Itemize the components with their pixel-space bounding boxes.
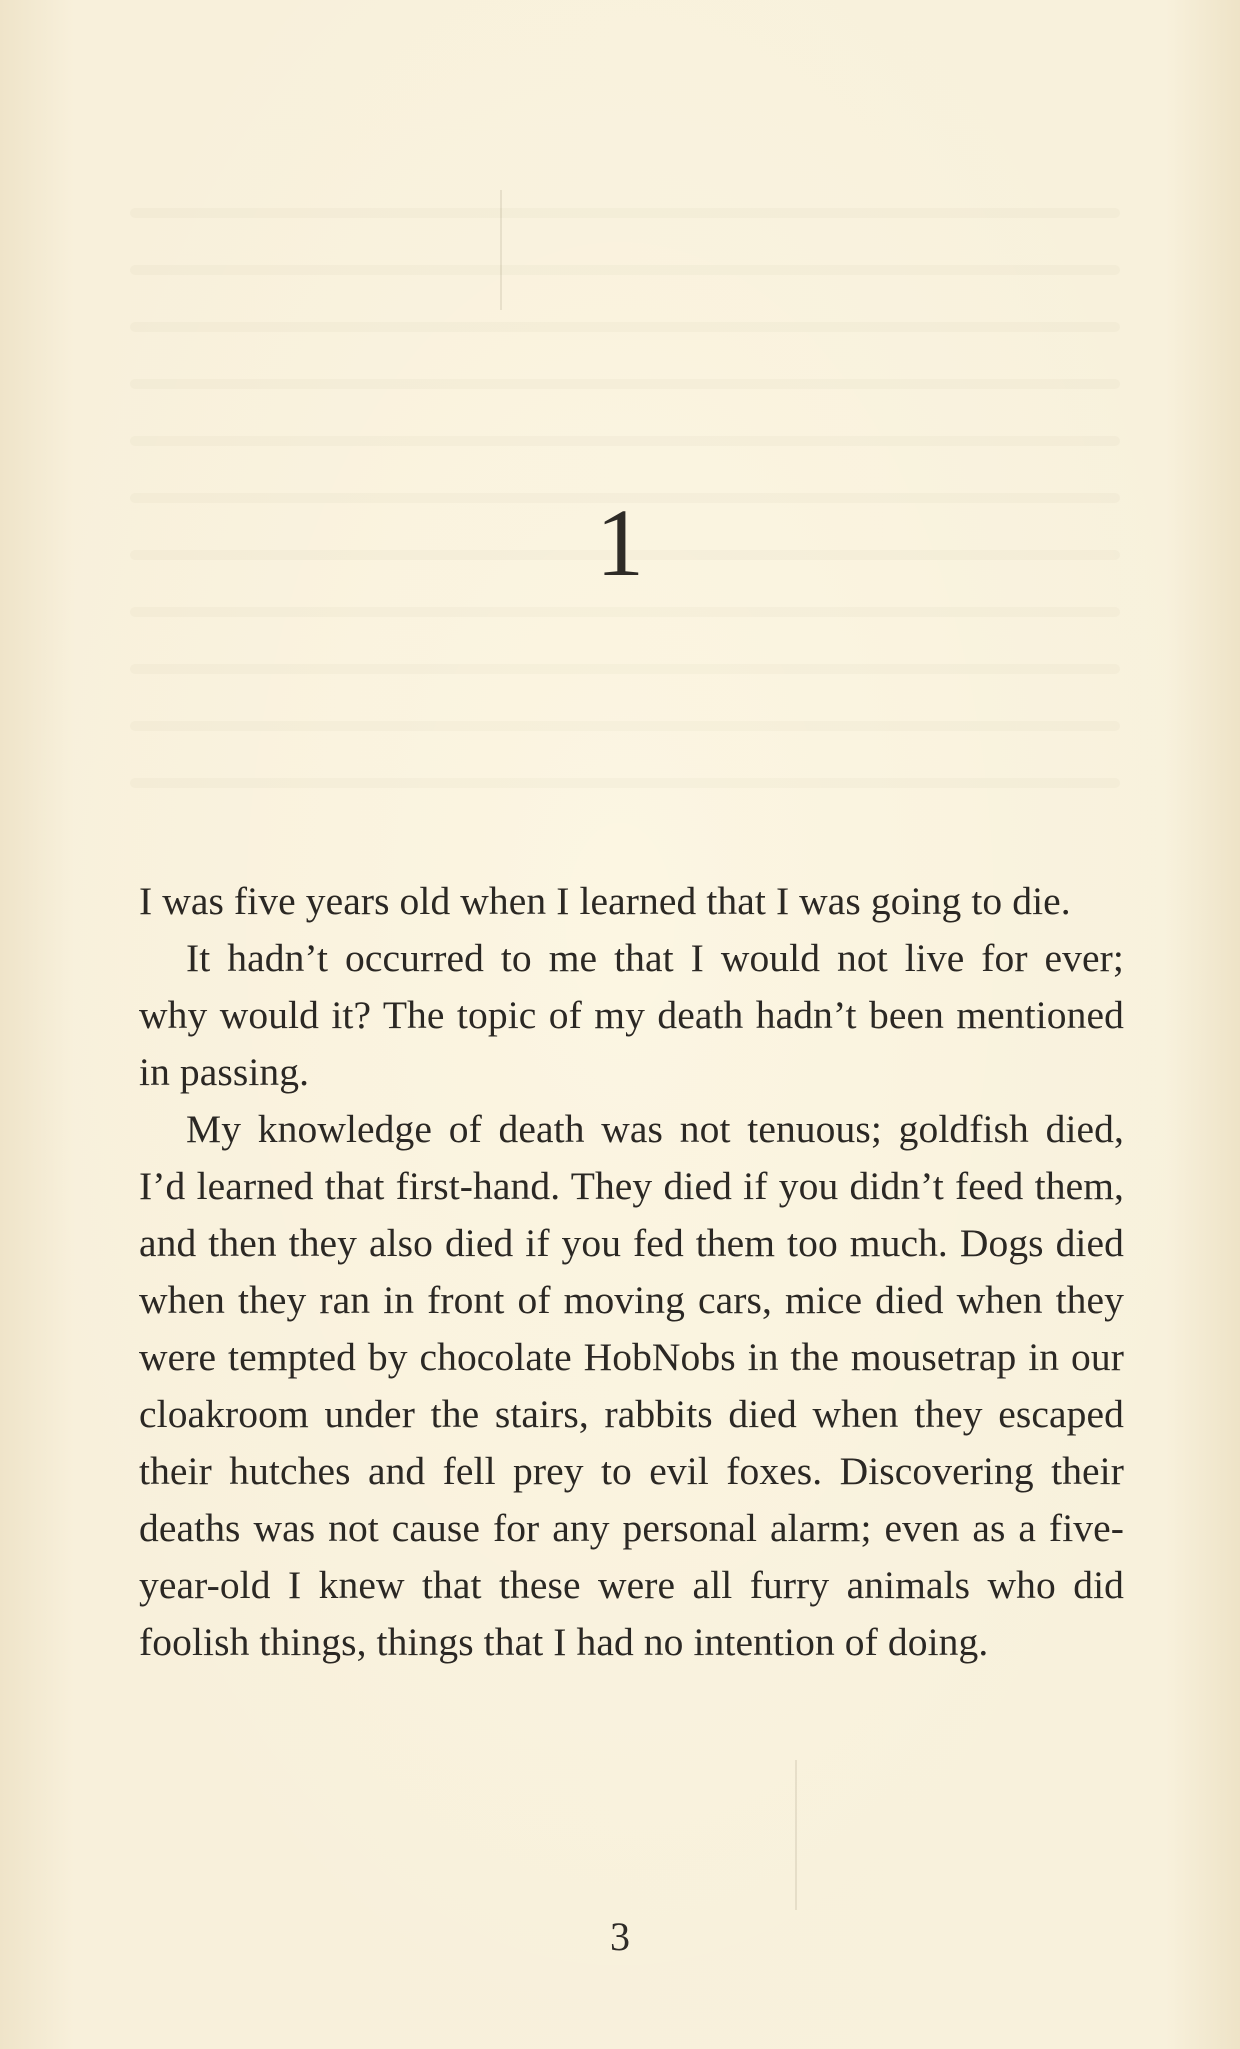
page-number: 3 bbox=[610, 1914, 630, 1959]
chapter-number: 1 bbox=[596, 489, 644, 596]
show-through-line bbox=[130, 265, 1120, 275]
show-through-line bbox=[130, 436, 1120, 446]
paper-crease bbox=[500, 190, 502, 310]
show-through-line bbox=[130, 721, 1120, 731]
paragraph: My knowledge of death was not tenuous; goldfish died, I’d learned that first-hand. They died if you didn’t feed them, and then they also died if you fed them too much. Dogs died when they ran in front of moving cars, mice died when they were tempted by chocolate HobNobs in the mousetrap in our cloakroom under the stairs, rabbits died when they escaped their hutches and fell prey to evil foxes. Discovering their deaths was not cause for any personal alarm; even as a five-year-old I knew that these were all furry animals who did foolish things, things that I had no intention of doing. bbox=[139, 1107, 1124, 1664]
show-through-line bbox=[130, 322, 1120, 332]
show-through-line bbox=[130, 379, 1120, 389]
show-through-line bbox=[130, 664, 1120, 674]
paper-crease bbox=[795, 1760, 797, 1910]
show-through-line bbox=[130, 208, 1120, 218]
paragraph: I was five years old when I learned that I was going to die. bbox=[139, 879, 1071, 923]
show-through-line bbox=[130, 607, 1120, 617]
chapter-body bbox=[139, 873, 1124, 1671]
paragraph: It hadn’t occurred to me that I would not live for ever; why would it? The topic of my death hadn’t been mentioned in passing. bbox=[139, 936, 1124, 1094]
show-through-line bbox=[130, 778, 1120, 788]
